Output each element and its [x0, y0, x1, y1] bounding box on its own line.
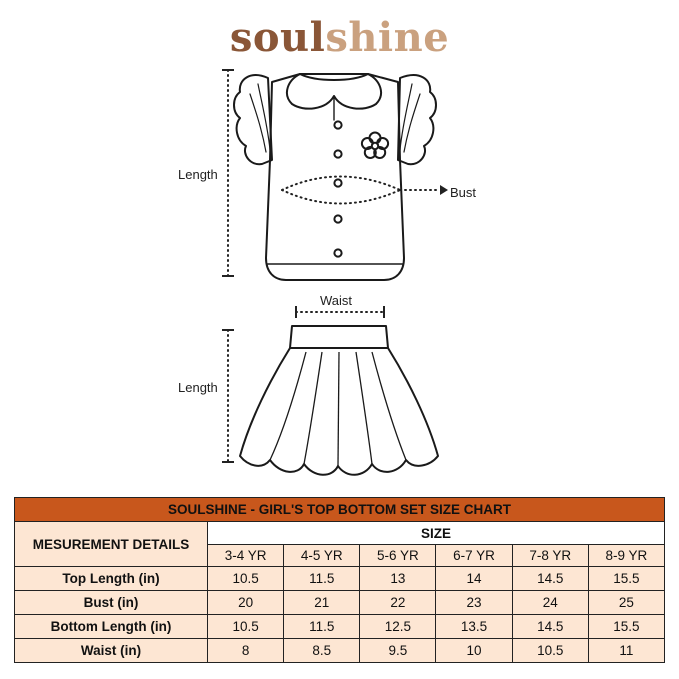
table-cell: 22: [360, 591, 436, 615]
table-cell: 10.5: [512, 639, 588, 663]
table-cell: 13.5: [436, 615, 512, 639]
size-column-header: 5-6 YR: [360, 545, 436, 567]
brand-logo-part1: soul: [229, 14, 326, 61]
size-column-header: 4-5 YR: [284, 545, 360, 567]
measurement-details-header: MESUREMENT DETAILS: [15, 522, 208, 567]
table-title: SOULSHINE - GIRL'S TOP BOTTOM SET SIZE CHART: [15, 498, 665, 522]
table-cell: 9.5: [360, 639, 436, 663]
size-column-header: 8-9 YR: [588, 545, 664, 567]
table-row: [15, 639, 665, 663]
table-cell: 14.5: [512, 615, 588, 639]
row-label: Bottom Length (in): [15, 615, 208, 639]
size-column-header: 6-7 YR: [436, 545, 512, 567]
size-chart-table: [14, 497, 665, 663]
size-column-header: 3-4 YR: [208, 545, 284, 567]
table-cell: 11: [588, 639, 664, 663]
table-cell: 8: [208, 639, 284, 663]
bust-label: Bust: [450, 185, 477, 200]
table-cell: 10.5: [208, 615, 284, 639]
table-cell: 15.5: [588, 567, 664, 591]
table-cell: 15.5: [588, 615, 664, 639]
flower-icon: [362, 133, 388, 159]
table-cell: 8.5: [284, 639, 360, 663]
bottom-length-label: Length: [178, 380, 218, 395]
table-cell: 10: [436, 639, 512, 663]
table-cell: 13: [360, 567, 436, 591]
table-cell: 14: [436, 567, 512, 591]
waist-label: Waist: [320, 293, 353, 308]
table-row: [15, 567, 665, 591]
top-length-label: Length: [178, 167, 218, 182]
table-cell: 20: [208, 591, 284, 615]
table-cell: 14.5: [512, 567, 588, 591]
table-cell: 11.5: [284, 567, 360, 591]
size-column-header: 7-8 YR: [512, 545, 588, 567]
table-cell: 10.5: [208, 567, 284, 591]
brand-logo-part2: shine: [325, 14, 450, 61]
table-row: [15, 615, 665, 639]
table-cell: 21: [284, 591, 360, 615]
table-cell: 25: [588, 591, 664, 615]
row-label: Bust (in): [15, 591, 208, 615]
table-cell: 11.5: [284, 615, 360, 639]
row-label: Waist (in): [15, 639, 208, 663]
row-label: Top Length (in): [15, 567, 208, 591]
table-cell: 23: [436, 591, 512, 615]
table-cell: 24: [512, 591, 588, 615]
table-row: [15, 591, 665, 615]
skirt-waistband: [290, 326, 388, 348]
table-title-row: [15, 498, 665, 522]
size-header-row: [15, 522, 665, 545]
size-header: SIZE: [208, 522, 665, 545]
table-cell: 12.5: [360, 615, 436, 639]
